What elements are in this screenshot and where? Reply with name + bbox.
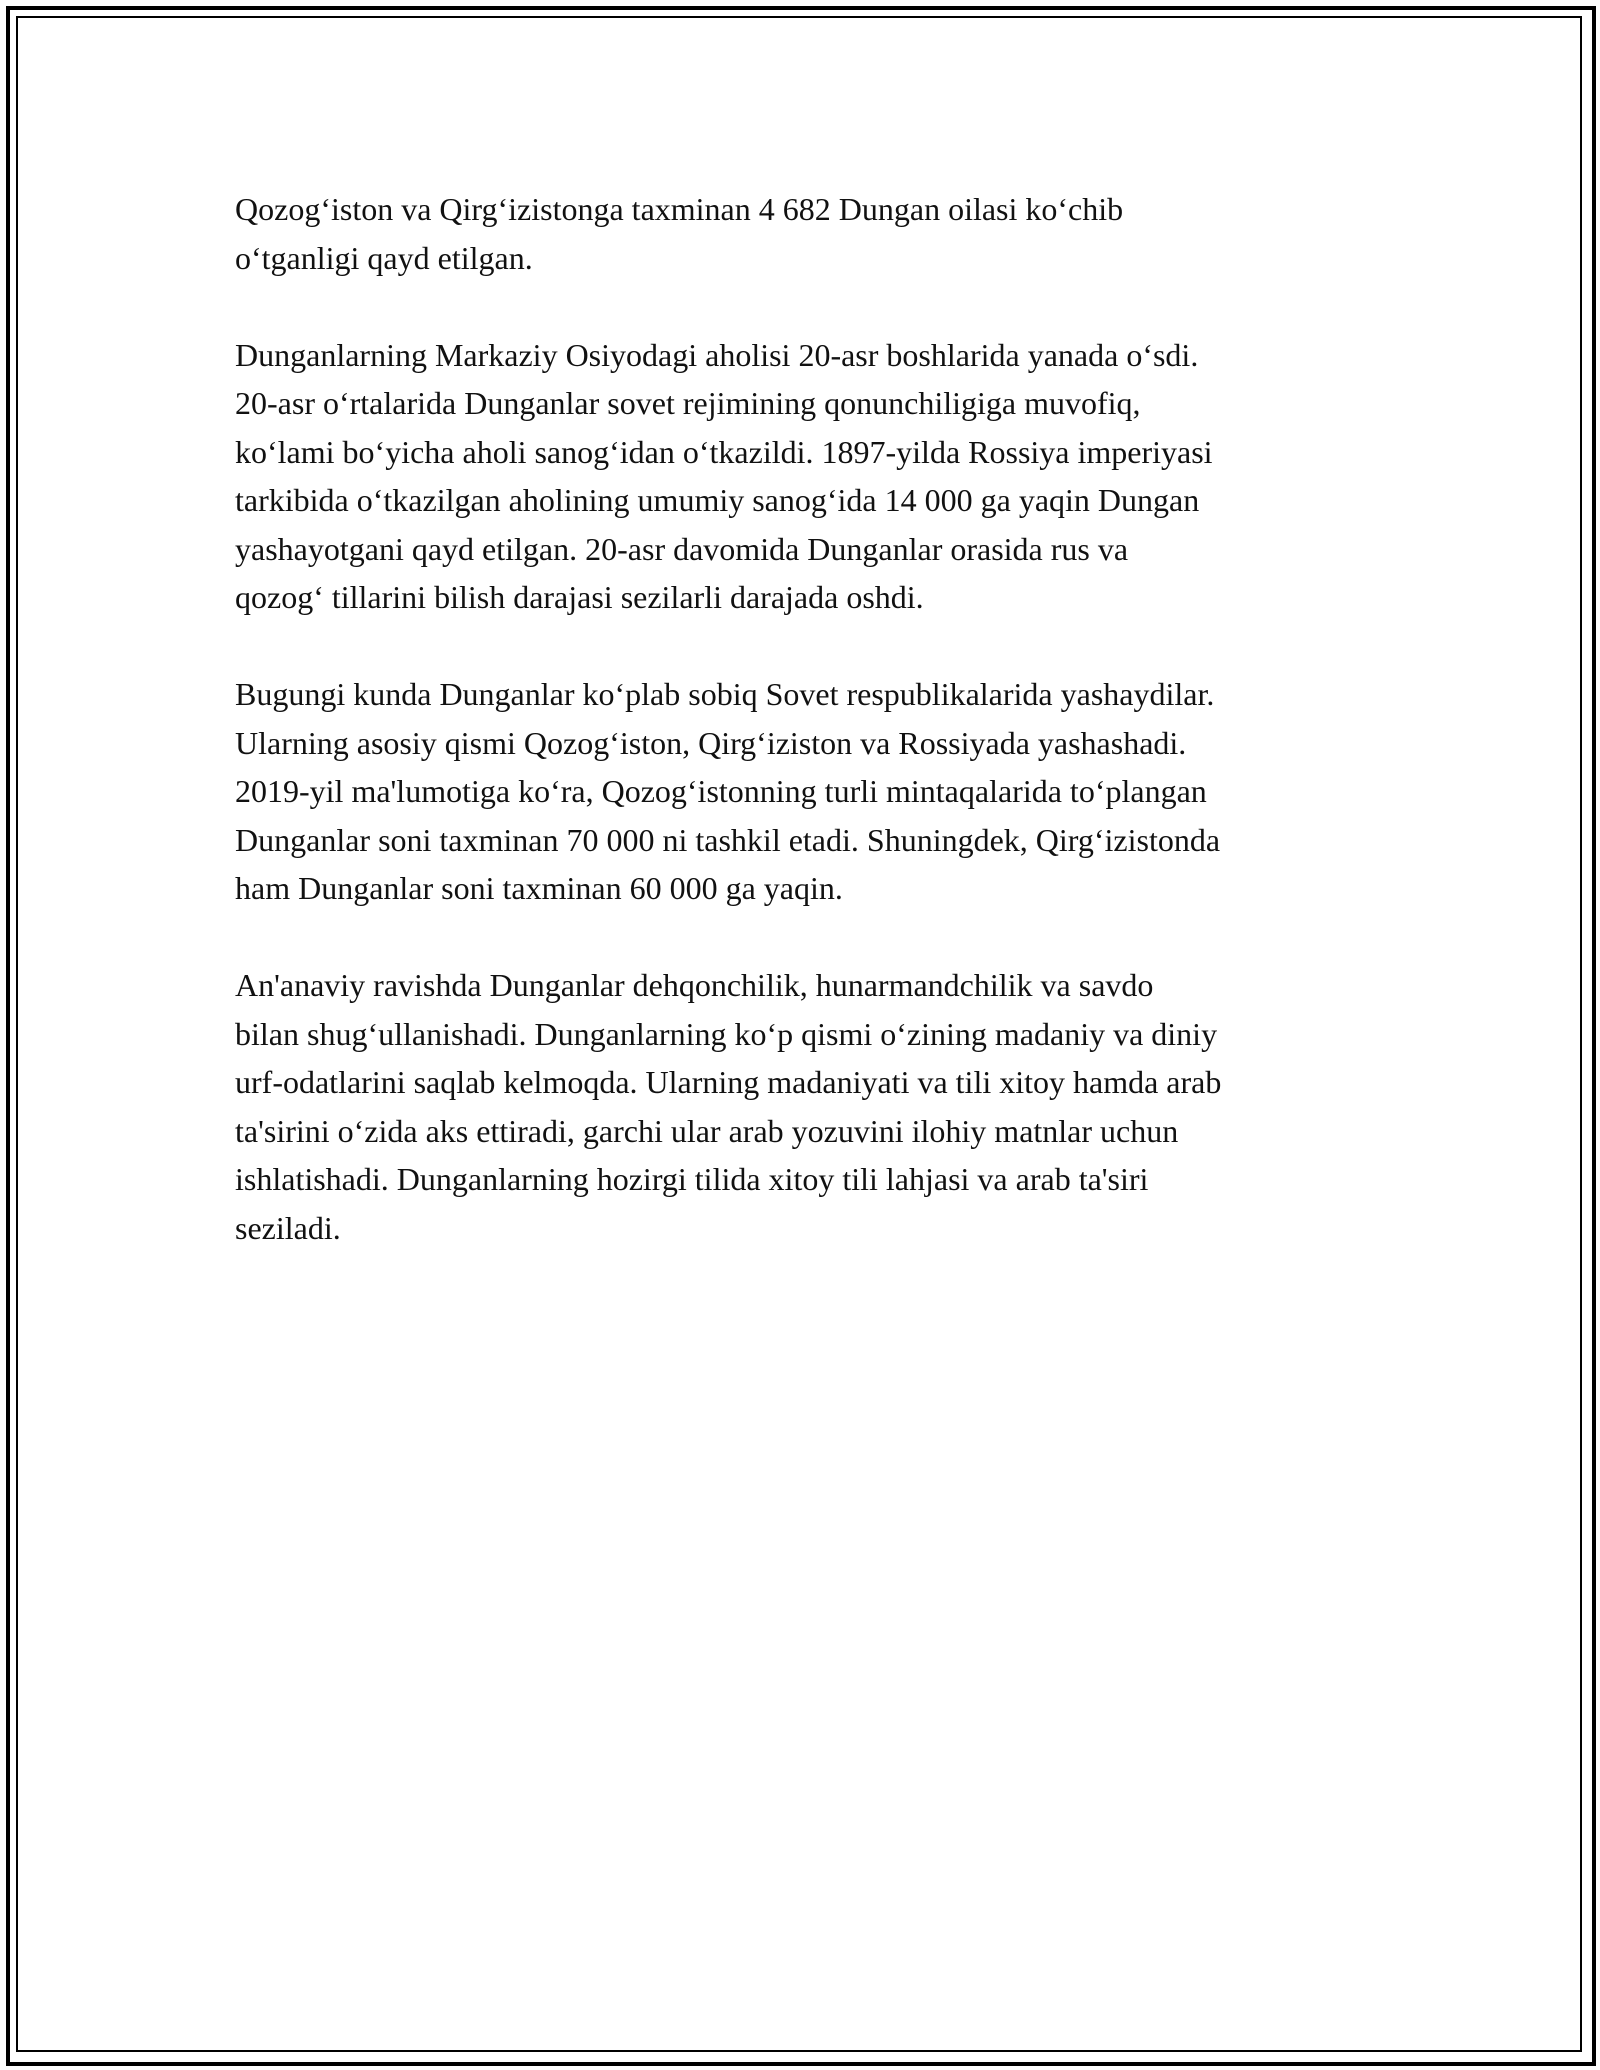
document-body	[235, 185, 1375, 1301]
paragraph-population-history: Dunganlarning Markaziy Osiyodagi aholisi 20-asr boshlarida yanada o‘sdi. 20-asr o‘rtalarida Dunganlar sovet rejimining qonunchiligiga muvofiq, ko‘lami bo‘yicha aholi sanog‘idan o‘tkazildi. 1897-yilda Rossiya imperiyasi tarkibida o‘tkazilgan aholining umumiy sanog‘ida 14 000 ga yaqin Dungan yashayotgani qayd etilgan. 20-asr davomida Dunganlar orasida rus va qozog‘ tillarini bilish darajasi sezilarli darajada oshdi.	[235, 336, 1213, 615]
paragraph-migration: Qozog‘iston va Qirg‘izistonga taxminan 4 682 Dungan oilasi ko‘chib o‘tganligi qayd etilgan.	[235, 191, 1124, 276]
paragraph-culture-traditions: An'anaviy ravishda Dunganlar dehqonchilik, hunarmandchilik va savdo bilan shug‘ullanishadi. Dunganlarning ko‘p qismi o‘zining madaniy va diniy urf-odatlarini saqlab kelmoqda. Ularning madaniyati va tili xitoy hamda arab ta'sirini o‘zida aks ettiradi, garchi ular arab yozuvini ilohiy matnlar uchun ishlatishadi. Dunganlarning hozirgi tilida xitoy tili lahjasi va arab ta'siri seziladi.	[235, 967, 1222, 1246]
paragraph-current-population: Bugungi kunda Dunganlar ko‘plab sobiq Sovet respublikalarida yashaydilar. Ularning asosiy qismi Qozog‘iston, Qirg‘iziston va Rossiyada yashashadi. 2019-yil ma'lumotiga ko‘ra, Qozog‘istonning turli mintaqalarida to‘plangan Dunganlar soni taxminan 70 000 ni tashkil etadi. Shuningdek, Qirg‘izistonda ham Dunganlar soni taxminan 60 000 ga yaqin.	[235, 676, 1221, 906]
